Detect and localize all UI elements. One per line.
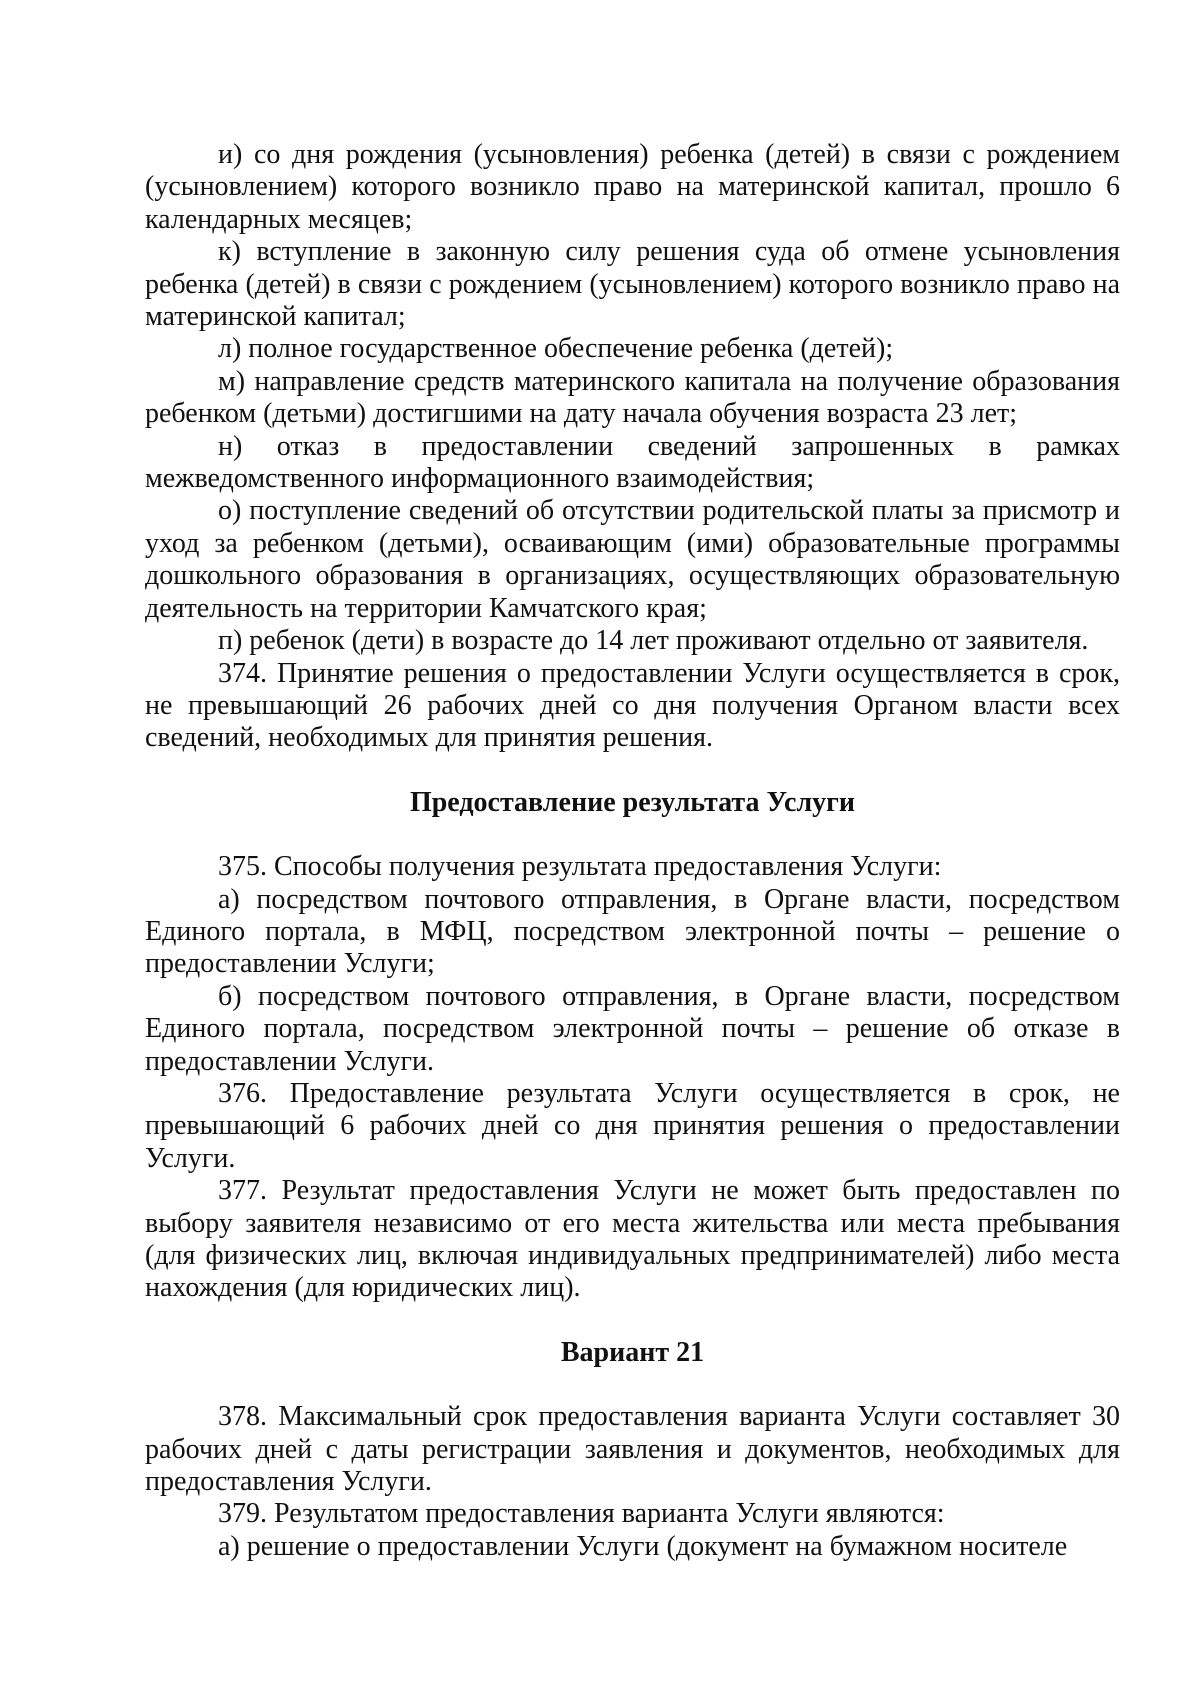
paragraph-374: 374. Принятие решения о предоставлении Услуги осуществляется в срок, не превышающий 26 рабочих дней со дня получения Органом власти всех сведений, необходимых для принятия решения. (145, 657, 1120, 754)
paragraph-item-p: п) ребенок (дети) в возрасте до 14 лет проживают отдельно от заявителя. (218, 625, 1089, 657)
section-gap (145, 1305, 1120, 1337)
section-gap (145, 819, 1120, 851)
section-gap (145, 1369, 1120, 1401)
paragraph-item-k: к) вступление в законную силу решения суда об отмене усыновления ребенка (детей) в связи с рождением (усыновлением) которого возникло право на материнской капитал; (145, 236, 1120, 333)
paragraph-378: 378. Максимальный срок предоставления варианта Услуги составляет 30 рабочих дней с даты регистрации заявления и документов, необходимых для предоставления Услуги. (145, 1401, 1120, 1498)
section-gap (145, 755, 1120, 787)
paragraph-379: 379. Результатом предоставления варианта Услуги являются: (218, 1498, 945, 1530)
paragraph-item-i: и) со дня рождения (усыновления) ребенка (детей) в связи с рождением (усыновлением) которого возникло право на материнской капитал, прошло 6 календарных месяцев; (145, 139, 1120, 235)
document-body (145, 139, 1120, 1563)
section-heading-result: Предоставление результата Услуги (409, 786, 856, 818)
paragraph-379-a: а) решение о предоставлении Услуги (документ на бумажном носителе (218, 1530, 1068, 1562)
paragraph-item-m: м) направление средств материнского капитала на получение образования ребенком (детьми) достигшими на дату начала обучения возраста 23 лет; (145, 365, 1120, 430)
paragraph-item-n: н) отказ в предоставлении сведений запрошенных в рамках межведомственного информационного взаимодействия; (145, 430, 1120, 495)
section-heading-variant-21: Вариант 21 (560, 1336, 705, 1368)
paragraph-375-a: а) посредством почтового отправления, в Органе власти, посредством Единого портала, в МФЦ, посредством электронной почты – решение о предоставлении Услуги; (145, 883, 1120, 980)
paragraph-375: 375. Способы получения результата предоставления Услуги: (218, 851, 942, 883)
paragraph-item-l: л) полное государственное обеспечение ребенка (детей); (218, 333, 894, 365)
paragraph-376: 376. Предоставление результата Услуги осуществляется в срок, не превышающий 6 рабочих дней со дня принятия решения о предоставлении Услуги. (145, 1077, 1120, 1174)
paragraph-377: 377. Результат предоставления Услуги не может быть предоставлен по выбору заявителя независимо от его места жительства или места пребывания (для физических лиц, включая индивидуальных предпринимателей) либо места нахождения (для юридических лиц). (145, 1175, 1120, 1304)
paragraph-item-o: о) поступление сведений об отсутствии родительской платы за присмотр и уход за ребенком (детьми), осваивающим (ими) образовательные программы дошкольного образования в организациях, осуществляющих образовательную деятельность на территории Камчатского края; (145, 495, 1120, 624)
paragraph-375-b: б) посредством почтового отправления, в Органе власти, посредством Единого портала, посредством электронной почты – решение об отказе в предоставлении Услуги. (145, 980, 1120, 1077)
